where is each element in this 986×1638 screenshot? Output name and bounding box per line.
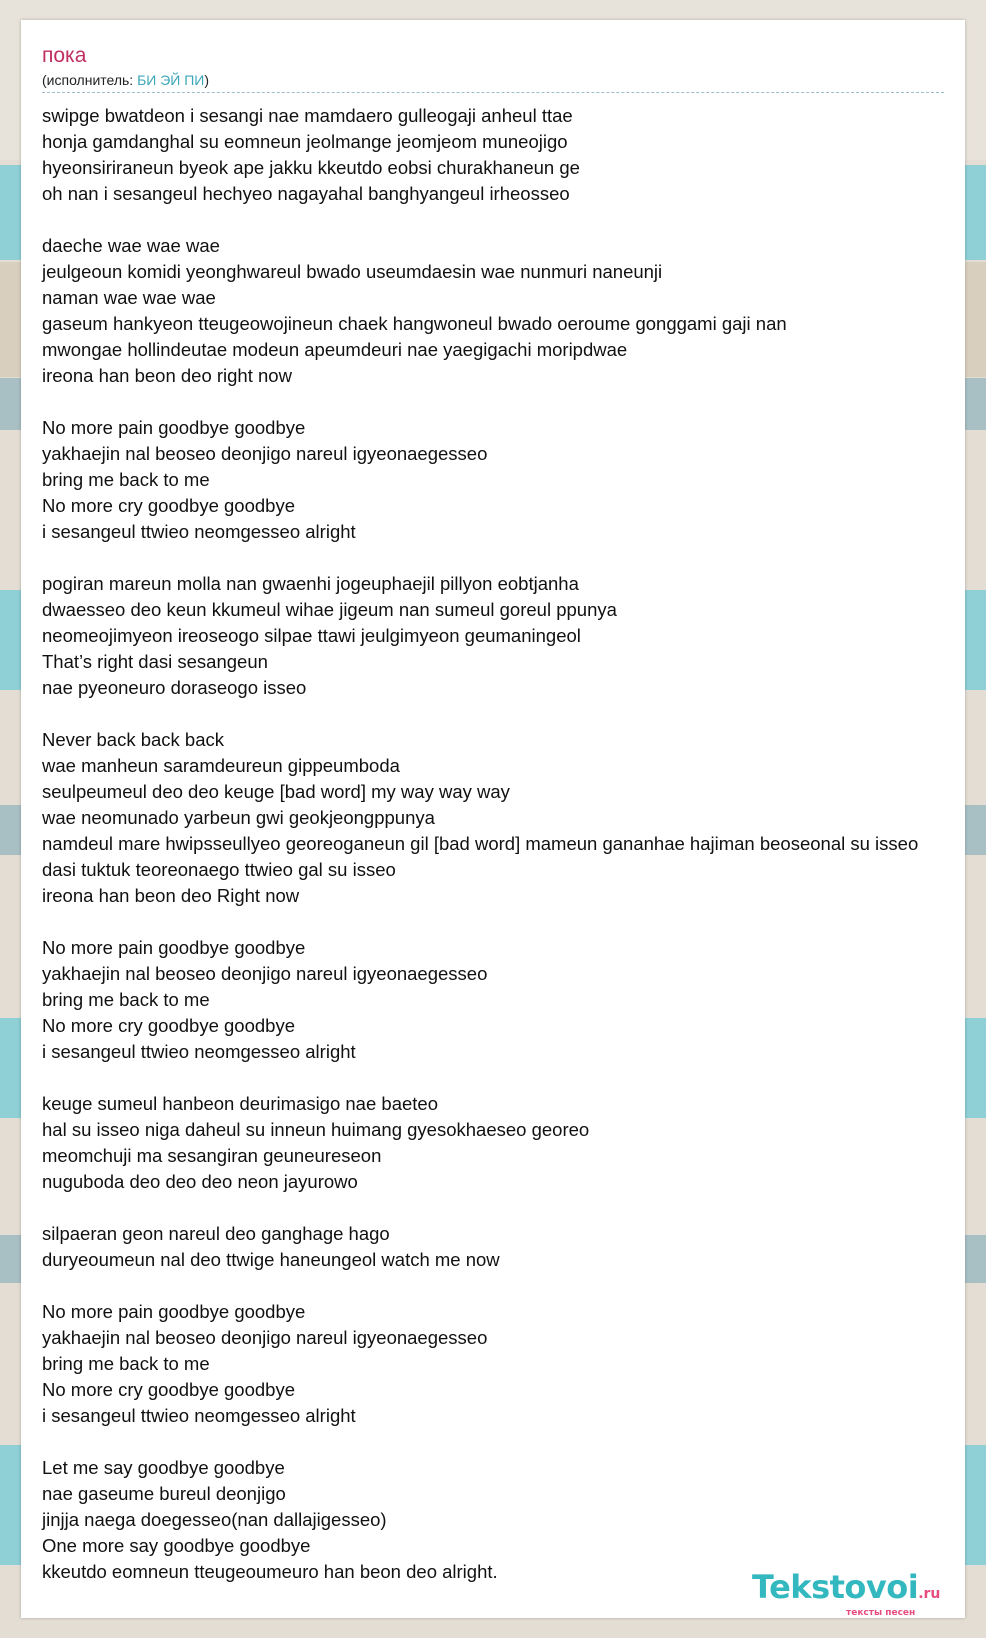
lyric-line [42,701,986,727]
lyric-line [42,1065,986,1091]
lyric-line: Let me say goodbye goodbye [42,1457,285,1478]
artist-prefix: (исполнитель: [42,72,138,88]
lyric-line: oh nan i sesangeul hechyeo nagayahal banghyangeul irheosseo [42,183,570,204]
lyric-line: jinjja naega doegesseo(nan dallajigesseo) [42,1509,387,1530]
lyric-line [42,909,986,935]
lyrics-text [42,103,986,1585]
artist-suffix: ) [204,72,210,88]
lyric-line: yakhaejin nal beoseo deonjigo nareul igyeonaegesseo [42,1327,488,1348]
lyric-line: seulpeumeul deo deo keuge [bad word] my way way way [42,781,510,802]
lyric-line: swipge bwatdeon i sesangi nae mamdaero gulleogaji anheul ttae [42,105,573,126]
lyric-line: jeulgeoun komidi yeonghwareul bwado useumdaesin wae nunmuri naneunji [42,261,663,282]
lyric-line: gaseum hankyeon tteugeowojineun chaek hangwoneul bwado oeroume gonggami gaji nan [42,313,787,334]
lyric-line: daeche wae wae wae [42,235,220,256]
lyric-line: kkeutdo eomneun tteugeoumeuro han beon deo alright. [42,1561,498,1582]
lyric-line: i sesangeul ttwieo neomgesseo alright [42,1405,356,1426]
lyric-line: keuge sumeul hanbeon deurimasigo nae baeteo [42,1093,438,1114]
lyric-line: bring me back to me [42,1353,210,1374]
lyric-line: naman wae wae wae [42,287,216,308]
lyric-line: meomchuji ma sesangiran geuneureseon [42,1145,382,1166]
lyric-line: yakhaejin nal beoseo deonjigo nareul igyeonaegesseo [42,443,488,464]
lyric-line: No more cry goodbye goodbye [42,495,295,516]
lyric-line: No more cry goodbye goodbye [42,1015,295,1036]
lyric-line: i sesangeul ttwieo neomgesseo alright [42,521,356,542]
lyric-line: ireona han beon deo right now [42,365,292,386]
lyric-line: mwongae hollindeutae modeun apeumdeuri nae yaegigachi moripdwae [42,339,628,360]
site-logo[interactable] [752,1568,941,1618]
logo-subtitle: тексты песен [846,1608,916,1618]
lyric-line: i sesangeul ttwieo neomgesseo alright [42,1041,356,1062]
lyric-line: duryeoumeun nal deo ttwige haneungeol watch me now [42,1249,500,1270]
lyric-line: Never back back back [42,729,225,750]
logo-tld: .ru [918,1586,941,1602]
lyric-line [42,389,986,415]
logo-wordmark: Tekstovoi [752,1568,919,1606]
lyric-line [42,545,986,571]
lyric-line: nae gaseume bureul deonjigo [42,1483,286,1504]
lyric-line: wae neomunado yarbeun gwi geokjeongppunya [42,807,435,828]
lyric-line: namdeul mare hwipsseullyeo georeoganeun gil [bad word] mameun gananhae hajiman beoseonal su isseo [42,833,919,854]
lyric-line: ireona han beon deo Right now [42,885,300,906]
lyric-line [42,1195,986,1221]
song-title: пока [42,44,87,67]
lyric-line: dasi tuktuk teoreonaego ttwieo gal su isseo [42,859,396,880]
artist-link[interactable]: БИ ЭЙ ПИ [137,72,205,88]
lyric-line: No more cry goodbye goodbye [42,1379,295,1400]
lyric-line: nuguboda deo deo deo neon jayurowo [42,1171,358,1192]
lyric-line [42,207,986,233]
lyric-line [42,1273,986,1299]
title-divider [42,92,944,93]
lyric-line: pogiran mareun molla nan gwaenhi jogeuphaejil pillyon eobtjanha [42,573,579,594]
lyric-line: hal su isseo niga daheul su inneun huimang gyesokhaeseo georeo [42,1119,590,1140]
artist-line [42,72,209,88]
lyric-line: No more pain goodbye goodbye [42,417,306,438]
lyric-line: bring me back to me [42,989,210,1010]
lyric-line: One more say goodbye goodbye [42,1535,311,1556]
lyric-line: wae manheun saramdeureun gippeumboda [42,755,400,776]
lyric-line: bring me back to me [42,469,210,490]
lyric-line: nae pyeoneuro doraseogo isseo [42,677,307,698]
lyric-line: honja gamdanghal su eomneun jeolmange jeomjeom muneojigo [42,131,568,152]
lyric-line: neomeojimyeon ireoseogo silpae ttawi jeulgimyeon geumaningeol [42,625,581,646]
lyric-line: silpaeran geon nareul deo ganghage hago [42,1223,390,1244]
lyric-line: No more pain goodbye goodbye [42,937,306,958]
lyric-line: No more pain goodbye goodbye [42,1301,306,1322]
lyric-line [42,1429,986,1455]
lyric-line: hyeonsiriraneun byeok ape jakku kkeutdo eobsi churakhaneun ge [42,157,580,178]
lyric-line: dwaesseo deo keun kkumeul wihae jigeum nan sumeul goreul ppunya [42,599,617,620]
lyric-line: yakhaejin nal beoseo deonjigo nareul igyeonaegesseo [42,963,488,984]
lyric-line: That’s right dasi sesangeun [42,651,268,672]
